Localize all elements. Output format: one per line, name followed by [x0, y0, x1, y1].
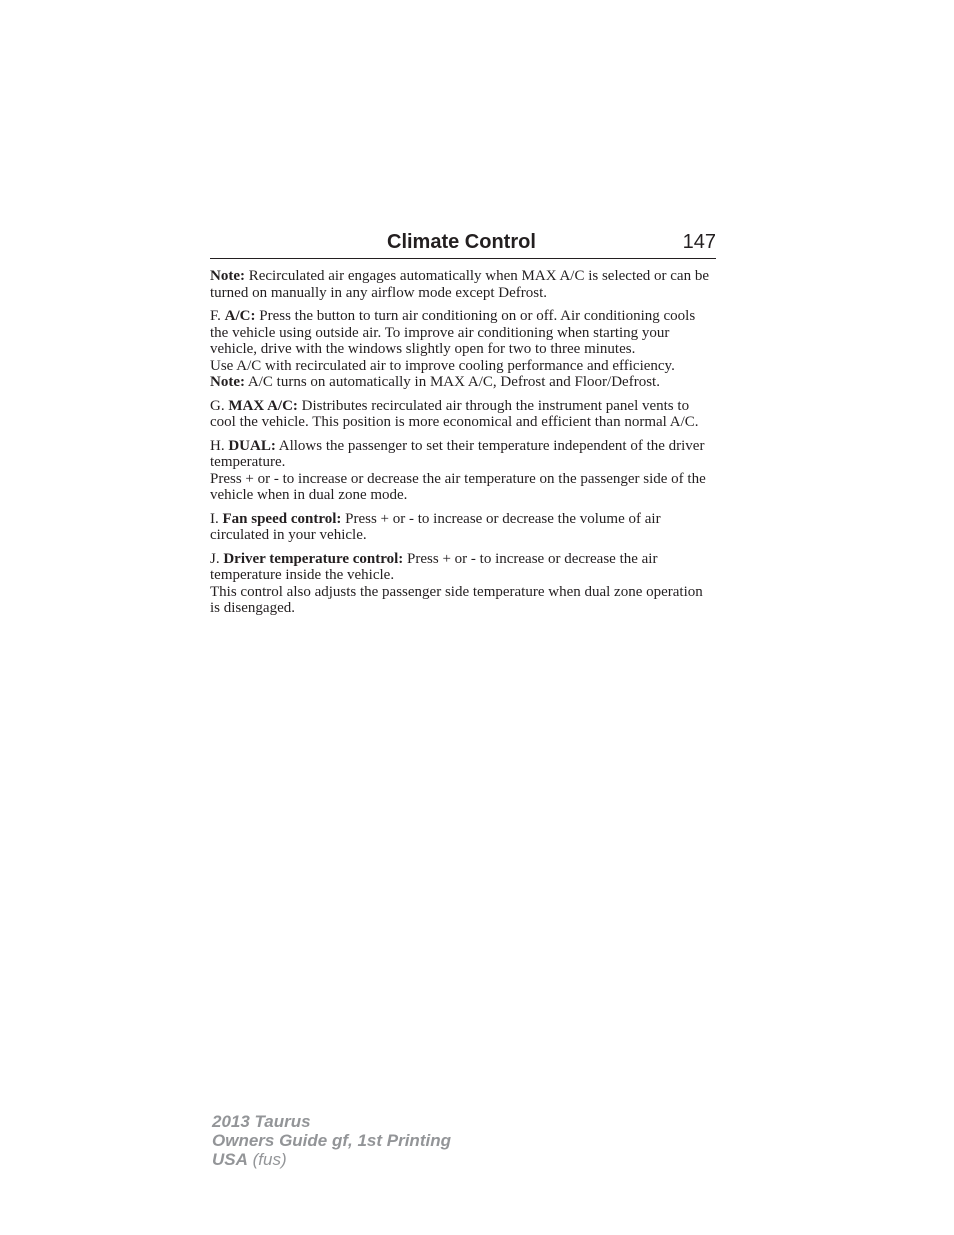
section-title: Climate Control — [387, 231, 536, 253]
paragraph — [210, 308, 716, 391]
item-label: Fan speed control: — [222, 510, 342, 527]
item-text: A/C turns on automatically in MAX A/C, Defrost and Floor/Defrost. — [244, 374, 660, 390]
footer-model: 2013 Taurus — [212, 1112, 311, 1131]
item-text: Allows the passenger to set their temperature independent of the driver temperature. — [210, 437, 705, 470]
page-number: 147 — [682, 231, 716, 253]
paragraph-line — [210, 438, 716, 471]
paragraph-line — [210, 584, 716, 617]
footer-guide: Owners Guide gf, 1st Printing — [212, 1131, 451, 1150]
paragraph-line — [210, 398, 716, 431]
footer-region-code: USA — [212, 1150, 248, 1169]
paragraph-line — [210, 551, 716, 584]
item-label: A/C: — [224, 308, 256, 324]
paragraph-line — [210, 374, 716, 391]
item-text: Press + or - to increase or decrease the air temperature inside the vehicle. — [210, 550, 658, 583]
item-text: Recirculated air engages automatically when MAX A/C is selected or can be turned on manually in any airflow mode except Defrost. — [210, 268, 709, 301]
paragraph — [210, 268, 716, 301]
paragraph-line — [210, 471, 716, 504]
item-text: Use A/C with recirculated air to improve cooling performance and efficiency. — [210, 357, 675, 374]
item-label: Note: — [210, 374, 245, 390]
item-text: Press the button to turn air conditioning on or off. Air conditioning cools the vehicle using outside air. To improve air conditioning when starting your vehicle, drive with the windows slightly open for two to three minutes. — [210, 308, 696, 357]
item-label: Driver temperature control: — [223, 550, 404, 567]
page-header — [210, 228, 716, 259]
paragraph — [210, 398, 716, 431]
paragraph-line — [210, 308, 716, 358]
item-letter: J. — [210, 550, 224, 567]
item-letter: H. — [210, 437, 229, 454]
item-text: This control also adjusts the passenger side temperature when dual zone operation is disengaged. — [210, 583, 703, 616]
paragraph-line — [210, 511, 716, 544]
item-label: Note: — [210, 268, 245, 284]
paragraph — [210, 511, 716, 544]
paragraph — [210, 438, 716, 504]
paragraph-line — [210, 268, 716, 301]
page-footer — [212, 1112, 451, 1169]
footer-region — [212, 1150, 451, 1169]
body-text — [210, 268, 716, 624]
footer-region-suffix: (fus) — [247, 1150, 287, 1169]
item-text: Press + or - to increase or decrease the air temperature on the passenger side of the vehicle when in dual zone mode. — [210, 470, 706, 503]
item-label: MAX A/C: — [228, 397, 298, 414]
item-letter: G. — [210, 397, 229, 414]
paragraph — [210, 551, 716, 617]
item-text: Press + or - to increase or decrease the volume of air circulated in your vehicle. — [210, 510, 661, 543]
paragraph-line — [210, 358, 716, 375]
item-text: Distributes recirculated air through the instrument panel vents to cool the vehicle. This position is more economical and efficient than normal A/C. — [210, 397, 699, 430]
item-label: DUAL: — [228, 437, 276, 454]
item-letter: F. — [210, 308, 225, 324]
item-letter: I. — [210, 510, 223, 527]
